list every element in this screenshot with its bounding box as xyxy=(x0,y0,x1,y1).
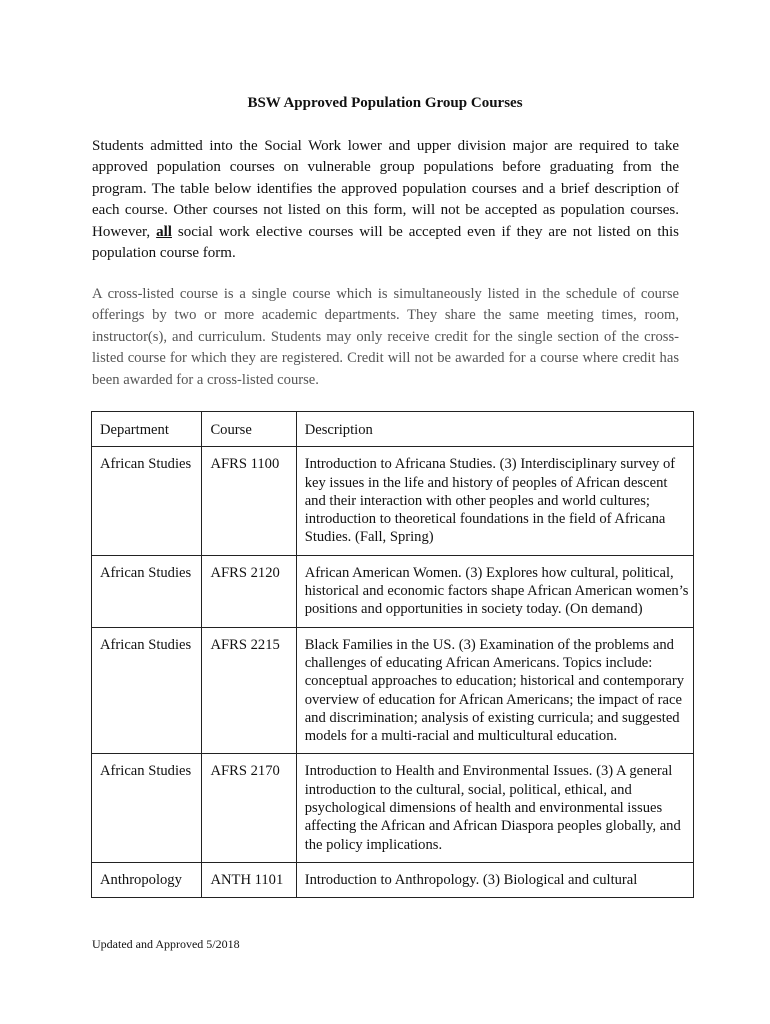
table-row xyxy=(92,555,694,627)
cell-department: African Studies xyxy=(92,447,202,555)
table-row xyxy=(92,754,694,862)
intro-text-end: social work elective courses will be accepted even if they are not listed on this population course form. xyxy=(92,223,679,262)
cell-course: AFRS 2120 xyxy=(202,555,296,627)
table-row xyxy=(92,862,694,897)
cell-department: African Studies xyxy=(92,627,202,754)
cell-course: AFRS 2170 xyxy=(202,754,296,862)
table-header-row xyxy=(92,412,694,447)
cell-description: Black Families in the US. (3) Examination of the problems and challenges of educating African Americans. Topics include: conceptual approaches to education; historical and contemporary overview of education for African Americans; the impact of race and discrimination; analysis of existing curricula; and suggested models for a multi-racial and multicultural education. xyxy=(296,627,693,754)
cell-department: African Studies xyxy=(92,754,202,862)
page-title: BSW Approved Population Group Courses xyxy=(247,95,523,111)
intro-paragraph xyxy=(92,136,679,264)
courses-table xyxy=(91,411,694,898)
cell-course: ANTH 1101 xyxy=(202,862,296,897)
cell-description: Introduction to Health and Environmental Issues. (3) A general introduction to the cultural, social, political, ethical, and psychological dimensions of health and environmental issues affecting the African and African Diaspora peoples globally, and the policy implications. xyxy=(296,754,693,862)
table-row xyxy=(92,447,694,555)
intro-text-start: Students admitted into the Social Work lower and upper division major are required to take approved population courses on vulnerable group populations before graduating from the program. The table below identifies the approved population courses and a brief description of each course. Other courses not listed on this form, will not be accepted as population courses. However, xyxy=(92,138,679,240)
cell-department: African Studies xyxy=(92,555,202,627)
cross-listed-paragraph: A cross-listed course is a single course which is simultaneously listed in the schedule of course offerings by two or more academic departments. They share the same meeting times, room, instructor(s), and curriculum. Students may only receive credit for the single section of the cross-listed course for which they are registered. Credit will not be awarded for a course where credit has been awarded for a cross-listed course. xyxy=(92,286,679,388)
cell-department: Anthropology xyxy=(92,862,202,897)
cell-course: AFRS 2215 xyxy=(202,627,296,754)
table-row xyxy=(92,627,694,754)
cell-description: Introduction to Anthropology. (3) Biological and cultural xyxy=(296,862,693,897)
cell-course: AFRS 1100 xyxy=(202,447,296,555)
intro-emphasis: all xyxy=(156,223,172,240)
header-course: Course xyxy=(202,412,296,447)
cell-description: Introduction to Africana Studies. (3) Interdisciplinary survey of key issues in the life and history of peoples of African descent and their interaction with other peoples and world cultures; introduction to theoretical foundations in the field of Africana Studies. (Fall, Spring) xyxy=(296,447,693,555)
cell-description: African American Women. (3) Explores how cultural, political, historical and economic factors shape African American women’s positions and opportunities in society today. (On demand) xyxy=(296,555,693,627)
header-description: Description xyxy=(296,412,693,447)
footer-note: Updated and Approved 5/2018 xyxy=(92,937,240,951)
header-department: Department xyxy=(92,412,202,447)
